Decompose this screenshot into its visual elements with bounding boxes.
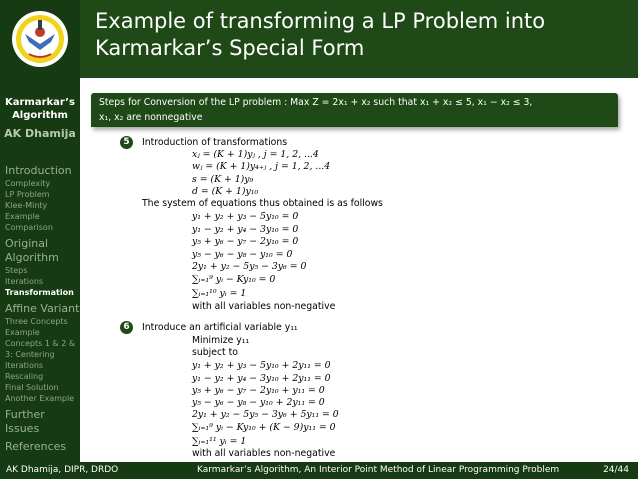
step-6-bullet: 6: [120, 321, 133, 334]
sidebar-nav: [5, 160, 80, 454]
sidebar-section[interactable]: Original Algorithm: [5, 237, 59, 264]
sidebar-subitem[interactable]: Final Solution: [5, 383, 59, 392]
slide-title-line2: Karmarkar’s Special Form: [95, 36, 365, 60]
sidebar-short-title: Karmarkar’s Algorithm: [4, 97, 76, 121]
system-label: The system of equations thus obtained is as follows: [142, 198, 383, 209]
sidebar-subitem[interactable]: Rescaling: [5, 372, 44, 381]
eq-line: y₁ − y₂ + y₄ − 3y₁₀ + 2y₁₁ = 0: [192, 373, 331, 384]
sidebar-subitem[interactable]: Example: [5, 328, 40, 337]
eq-line: y₁ − y₂ + y₄ − 3y₁₀ = 0: [192, 224, 299, 235]
sidebar-subitem[interactable]: Comparison: [5, 223, 53, 232]
eq-line: wⱼ = (K + 1)y₄₊ⱼ , j = 1, 2, ...4: [192, 161, 331, 172]
problem-statement-block: [91, 93, 618, 127]
eq-line: y₅ + y₆ − y₇ − 2y₁₀ = 0: [192, 236, 299, 247]
sidebar-subitem[interactable]: Steps: [5, 266, 28, 275]
sidebar-section[interactable]: Introduction: [5, 164, 72, 177]
footer: [0, 462, 638, 479]
eq-line: ∑ᵢ₌₁¹¹ yᵢ = 1: [192, 436, 247, 447]
nonneg-note: with all variables non-negative: [192, 301, 336, 312]
sidebar-subitem[interactable]: Iterations: [5, 277, 44, 286]
sidebar-subitem[interactable]: Transformation: [5, 288, 74, 297]
eq-line: ∑ᵢ₌₁⁹ yᵢ − Ky₁₀ + (K − 9)y₁₁ = 0: [192, 422, 336, 433]
sidebar-section[interactable]: Further Issues: [5, 408, 45, 435]
eq-line: ∑ᵢ₌₁⁹ yᵢ − Ky₁₀ = 0: [192, 274, 276, 285]
sidebar: [0, 0, 80, 462]
page-number: 24/44: [603, 465, 629, 475]
eq-line: xⱼ = (K + 1)yⱼ , j = 1, 2, ...4: [192, 149, 319, 160]
subject-to-line: subject to: [192, 347, 238, 358]
sidebar-section[interactable]: Affine Variant: [5, 302, 80, 315]
step-5-bullet: 5: [120, 136, 133, 149]
eq-line: d = (K + 1)y₁₀: [192, 186, 259, 197]
step-6-title: Introduce an artificial variable y₁₁: [142, 322, 298, 333]
eq-line: 2y₁ + y₂ − 5y₅ − 3y₆ = 0: [192, 261, 307, 272]
slide-title: [80, 0, 638, 78]
sidebar-subitem[interactable]: Klee-Minty Example: [5, 201, 48, 221]
eq-line: y₁ + y₂ + y₃ − 5y₁₀ = 0: [192, 211, 299, 222]
problem-statement-line2: x₁, x₂ are nonnegative: [99, 112, 203, 123]
eq-line: s = (K + 1)y₉: [192, 174, 254, 185]
footer-author: AK Dhamija, DIPR, DRDO: [6, 465, 119, 475]
eq-line: y₅ − y₆ − y₈ − y₁₀ + 2y₁₁ = 0: [192, 397, 325, 408]
nonneg-note: with all variables non-negative: [192, 448, 336, 459]
eq-line: y₅ + y₆ − y₇ − 2y₁₀ + y₁₁ = 0: [192, 385, 325, 396]
sidebar-subitem[interactable]: Another Example: [5, 394, 75, 403]
problem-statement-line1: Steps for Conversion of the LP problem : Max Z = 2x₁ + x₂ such that x₁ + x₂ ≤ 5, x₁ − x₂ ≤ 3,: [99, 97, 533, 108]
sidebar-subitem[interactable]: Concepts 1 & 2 & 3: Centering: [5, 339, 76, 359]
footer-title: Karmarkar’s Algorithm, An Interior Point Method of Linear Programming Problem: [197, 465, 560, 475]
sidebar-subitem[interactable]: Complexity: [5, 179, 51, 188]
drdo-logo-icon: [11, 10, 69, 68]
sidebar-author: AK Dhamija: [4, 127, 76, 140]
eq-line: y₅ − y₆ − y₈ − y₁₀ = 0: [192, 249, 293, 260]
minimize-line: Minimize y₁₁: [192, 335, 250, 346]
sidebar-subitem[interactable]: LP Problem: [5, 190, 50, 199]
eq-line: ∑ᵢ₌₁¹⁰ yᵢ = 1: [192, 288, 247, 299]
sidebar-section[interactable]: References: [5, 440, 67, 453]
eq-line: 2y₁ + y₂ − 5y₅ − 3y₆ + 5y₁₁ = 0: [192, 409, 339, 420]
slide-title-line1: Example of transforming a LP Problem into: [95, 9, 546, 33]
sidebar-subitem[interactable]: Iterations: [5, 361, 44, 370]
sidebar-subitem[interactable]: Three Concepts: [5, 317, 68, 326]
eq-line: y₁ + y₂ + y₃ − 5y₁₀ + 2y₁₁ = 0: [192, 360, 331, 371]
step-5-title: Introduction of transformations: [142, 137, 288, 148]
